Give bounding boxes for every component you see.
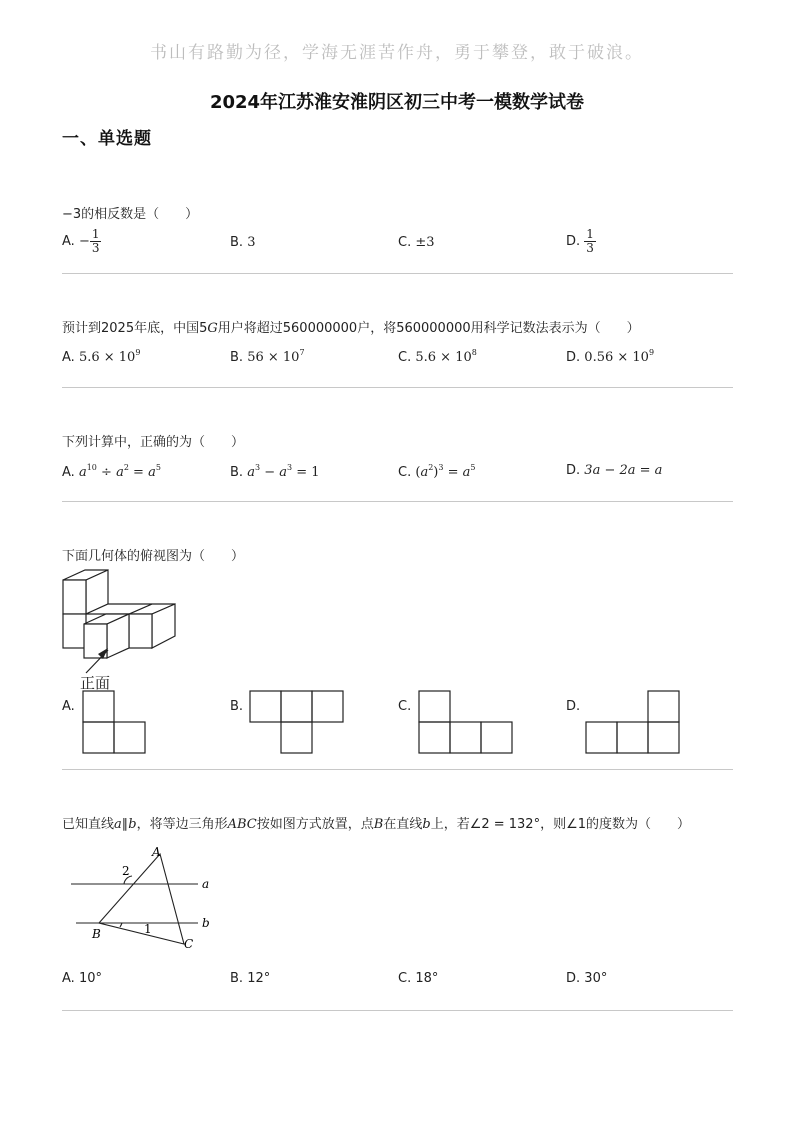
motto-watermark: 书山有路勤为径，学海无涯苦作舟，勇于攀登，敢于破浪。	[150, 43, 644, 63]
question-1-option-c[interactable]: C. ±3	[398, 235, 435, 250]
question-3-option-d[interactable]: D. 3a − 2a = a	[566, 463, 663, 478]
question-3-stem: 下列计算中，正确的为（ ）	[62, 435, 245, 450]
question-1-option-a[interactable]: A. − $\frac{1}{3}$	[62, 227, 100, 255]
angle-1-label: 1	[144, 922, 152, 936]
question-3-option-c[interactable]: C. $(a^2)^3 = a^5$	[398, 463, 476, 480]
point-c-label: C	[184, 937, 194, 951]
question-5-option-c[interactable]: C. 18°	[398, 971, 439, 986]
fraction: $\frac{1}{3}$	[586, 227, 594, 255]
divider	[62, 501, 733, 502]
question-5-option-b[interactable]: B. 12°	[230, 971, 271, 986]
question-1-stem: −3的相反数是（ ）	[62, 207, 199, 222]
question-4-option-b-label[interactable]: B.	[230, 699, 244, 714]
question-2-option-c[interactable]: C. $5.6 \times 10^8$	[398, 348, 477, 365]
question-5-stem: 已知直线a∥b，将等边三角形ABC按如图方式放置，点B在直线b上，若∠2 = 132°，则∠1的度数为（ ）	[62, 817, 691, 832]
triangle-parallel-lines-figure	[66, 842, 226, 954]
question-4-option-a-label[interactable]: A.	[62, 699, 75, 714]
angle-1-arc	[120, 923, 122, 927]
exam-title: 2024年江苏淮安淮阴区初三中考一模数学试卷	[209, 92, 585, 113]
fraction: $\frac{1}{3}$	[91, 227, 100, 255]
divider	[62, 387, 733, 388]
question-4-option-c-figure[interactable]	[418, 690, 514, 755]
question-4-option-c-label[interactable]: C.	[398, 699, 412, 714]
question-4-stem: 下面几何体的俯视图为（ ）	[62, 549, 245, 564]
question-4-option-d-label[interactable]: D.	[566, 699, 581, 714]
question-4-option-b-figure[interactable]	[249, 690, 345, 755]
front-view-label: 正面	[80, 674, 111, 692]
divider	[62, 273, 733, 274]
question-3-option-b[interactable]: B. $a^3 - a^3 = 1$	[230, 463, 320, 480]
equilateral-triangle	[99, 854, 184, 944]
question-3-option-a[interactable]: A. $a^{10} \div a^2 = a^5$	[62, 463, 161, 480]
point-a-label: A	[152, 845, 161, 859]
question-1-option-d[interactable]: D. $\frac{1}{3}$	[566, 227, 594, 255]
section-heading: 一、单选题	[62, 129, 152, 149]
line-a-label: a	[202, 877, 210, 891]
question-5-option-a[interactable]: A. 10°	[62, 971, 102, 986]
line-b-label: b	[202, 916, 210, 930]
point-b-label: B	[92, 927, 101, 941]
angle-2-label: 2	[122, 864, 130, 878]
question-2-option-d[interactable]: D. $0.56 \times 10^9$	[566, 348, 655, 365]
question-2-option-b[interactable]: B. $56 \times 10^7$	[230, 348, 305, 365]
question-2-stem: 预计到2025年底，中国5G用户将超过560000000户，将560000000用科学记数法表示为（ ）	[62, 321, 640, 336]
question-5-option-d[interactable]: D. 30°	[566, 971, 608, 986]
divider	[62, 1010, 733, 1011]
question-4-option-a-figure[interactable]	[82, 690, 147, 755]
question-2-option-a[interactable]: A. $5.6 \times 10^9$	[62, 348, 141, 365]
divider	[62, 769, 733, 770]
question-1-option-b[interactable]: B. 3	[230, 235, 256, 250]
question-4-option-d-figure[interactable]	[585, 690, 681, 755]
cube-solid-figure	[60, 568, 185, 693]
